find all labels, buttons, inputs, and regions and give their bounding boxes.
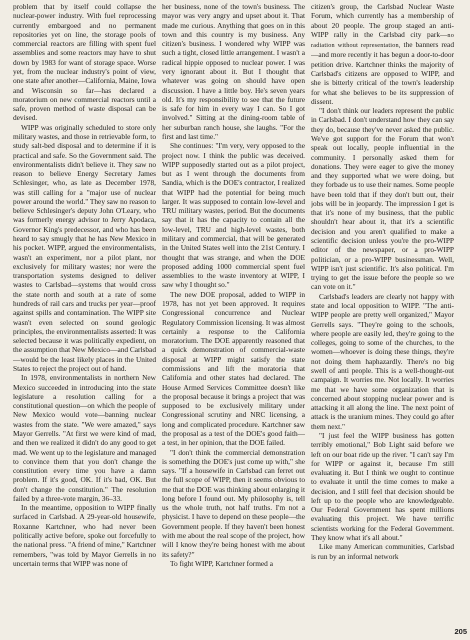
paragraph: problem that by itself could collapse the nuclear-power industry. With fuel reprocessing currently embargoed and no permanent repositories yet on line, the storage pools of commercial reactors are filling with spent fuel assemblies and some reactors may have to shut down by 1983 for want of storage space. Worse yet, from the nuclear industry's point of view, one state after another—California, Maine, Iowa and Wisconsin so far—has declared a moratorium on new commercial reactors until a safe, proven method of waste disposal can be devised. <box>13 2 156 123</box>
column-1 <box>13 2 156 633</box>
column-2 <box>162 2 305 633</box>
paragraph: her business, none of the town's business. The mayor was very angry and upset about it. That made me curious. Anything that goes on in this town and this country is my business. Any citizen's business. I wondered why WIPP was such a tight, closed little arrangement. I wasn't a radical hippie opposed to nuclear power. I was very ignorant about it. But I thought that whatever was going on should have open discussion. I have a little boy. He's seven years old. It's my responsibility to see that the future is safe for him in every way I can. So I got involved." Sitting at the dining-room table of her suburban ranch house, she laughs. "For the first and last time." <box>162 2 305 141</box>
column-3 <box>311 2 454 633</box>
paragraph: In the meantime, opposition to WIPP finally surfaced in Carlsbad. A 29-year-old housewife, Roxanne Kartchner, who had never been politically active before, spoke out forcefully to the national press. "A friend of mine," Kartchner remembers, "was told by Mayor Gerrells in no uncertain terms that WIPP was none of <box>13 503 156 568</box>
banner-slogan: no radiation without representation, <box>311 31 454 50</box>
paragraph: The new DOE proposal, added to WIPP in 1978, has not yet been approved. It requires Congressional concurrence and Nuclear Regulatory Commission licensing. It was almost certainly a response to the California moratorium. The DOE apparently reasoned that a quick demonstration of commercial-waste disposal at WIPP might satisfy the state commissions and lift the moratoria that California and other states had declared. The House Armed Services Committee doesn't like the proposal because it brings a project that was supposed to be exclusively military under Congressional scrutiny and NRC licensing, a long and complicated procedure. Kartchner saw the proposal as a test of the DOE's good faith—a test, in her opinion, that the DOE failed. <box>162 289 305 448</box>
paragraph: "I don't think our leaders represent the public in Carlsbad. I don't understand how they can say they do, because they've never asked the public. We've got support for the Forum that won't speak out locally, people influential in the community. I personally asked them for donations. They were eager to give the money and they supported what we were doing, but they forbade us to use their names. Some people have been told that if they don't butt out, their jobs will be in jeopardy. The impression I get is that it's none of my business, that the public shouldn't hear about it, that it's a scientific decision and you aren't qualified to make a scientific decision unless you're the pro-WIPP editor of the newspaper, or a pro-WIPP politician, or a pro-WIPP businessman. Well, WIPP isn't just scientific. It's also political. I'm trying to get the issue before the people so we can vote on it." <box>311 106 454 292</box>
paragraph-text: citizen's group, the Carlsbad Nuclear Waste Forum, which currently has a membership of about 20 people. The group staged an anti-WIPP rally in the Carlsbad city park— <box>311 2 454 39</box>
paragraph: Like many American communities, Carlsbad is run by an informal network <box>311 542 454 561</box>
paragraph: "I don't think the commercial demonstration is something the DOE's just come up with," she says. "If a housewife in Carlsbad can ferret out the full scope of WIPP, then it seems obvious to me that the DOE was thinking about enlarging it long before I found out. My philosophy is, tell us the whole truth, not half truths. I'm not a physicist. I have to depend on these people—the Government people. If they haven't been honest with me about the real scope of the project, how will I know they're being honest with me about its safety?" <box>162 447 305 559</box>
paragraph: To fight WIPP, Kartchner formed a <box>170 558 273 568</box>
paragraph: "I just feel the WIPP business has gotten terribly emotional," Bob Light said before we left on our boat ride up the river. "I can't say I'm for WIPP or against it, because I'm still evaluating it. But I think we ought to continue to evaluate it until the time comes to make a decision, and I still feel that decision should be left up to the people who are knowledgeable. Our Federal Government has spent millions evaluating this project. We have terrific scientists working for the Federal Government. They know what it's all about." <box>311 430 454 543</box>
paragraph: She continues: "I'm very, very opposed to the project now. I think the public was deceived. WIPP supposedly started out as a pilot project, but as I went through the documents from Sandia, which is the DOE's contractor, I realized that WIPP had the potential for being much larger. It was supposed to contain low-level and TRU military wastes, period. But the documents say that it has the capacity to contain all the low-level, TRU and high-level wastes, both military and commercial, that will be generated in the United States well into the 21st Century. I thought that was strange, and when the DOE proposed adding 1000 commercial spent fuel assemblies to the waste inventory at WIPP, I saw why I thought so." <box>162 141 305 290</box>
page-number: 205 <box>454 627 467 636</box>
paragraph-text: the banners read—and more recently it has begun a door-to-door petition drive. Kartchner thinks the majority of Carlsbad's citizens are opposed to WIPP, and she is bitterly critical of the town's leadership for what she believes to be its suppression of dissent. <box>311 40 454 106</box>
paragraph: WIPP was originally scheduled to store only military wastes, and those in retrievable form, to study salt-bed disposal and to determine if it is practical and safe. So the Government said. The environmentalists didn't believe it. They saw no reason to believe Energy Secretary James Schlesinger, who, as late as December 1978, was still calling for a "major use of nuclear power around the world." They saw no reason to believe Schlesinger's deputy John O'Leary, who was formerly energy advisor to Jerry Apodaca, Governor King's predecessor, and who has been heard to say smugly that he has New Mexico in his pocket. WIPP, argued the environmentalists, wasn't an experiment, nor a pilot plant, nor exclusively for military wastes; nor were the transportation systems designed to deliver wastes to Carlsbad—systems that would cross the state north and south at a rate of some hundreds of rail cars and trucks per year—proof against spills and contamination. The WIPP site wasn't even selected on sound geologic principles, the environmentalists asserted: It was selected because it was politically expedient, on the assumption that New Mexico—and Carlsbad—would be the least likely places in the United States to reject the project out of hand. <box>13 122 156 373</box>
paragraph: In 1978, environmentalists in northern New Mexico succeeded in introducing into the state legislature a resolution calling for a constitutional question—on which the people of New Mexico would vote—banning nuclear wastes from the state. "We were amazed," says Mayor Gerrells. "At first we were kind of mad, and then we realized it didn't do any good to get mad. We went up to the legislature and managed to convince them that you don't change the constitution every time you have a damn problem. If it's good, OK. If it's bad, OK. But don't change the constitution." The resolution failed by a three-vote margin, 36–33. <box>13 373 156 503</box>
paragraph <box>311 2 454 106</box>
paragraph: Carlsbad's leaders are clearly not happy with state and local opposition to WIPP. "The anti-WIPP people are pretty well organized," Mayor Gerrells says. "They're going to the schools, where people are easily led, they're going to the colleges, going to some of the churches, to the women—whoever is doing these things, they're not doing them haphazardly. There's no big swell of anti people. This is a well-thought-out campaign. It worries me. Not locally. It worries me that we have some organization that is concerned about stopping nuclear power and is attacking it all along the line. The next point of attack is the uranium mines. They could go after them next." <box>311 291 454 431</box>
text-columns <box>13 2 454 633</box>
